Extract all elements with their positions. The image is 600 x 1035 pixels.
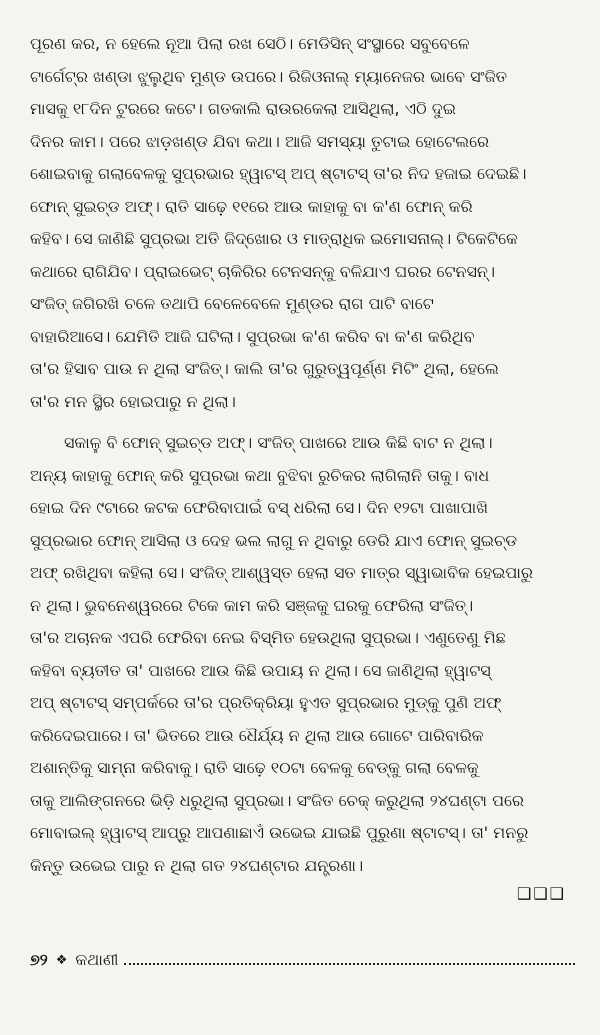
book-title: କଥାଣୀ [75,950,119,969]
text-line: ତା'ର ଅଚାନକ ଏପରି ଫେରିବା ନେଇ ବିସ୍ମିତ ହେଉଥିଲା ସୁପ୍ରଭା। ଏଣୁତେଣୁ ମିଛ [30,628,506,647]
text-line: ଶୋଇବାକୁ ଗଲାବେଳକୁ ସୁପ୍ରଭାର ହ୍ୱାଟସ୍ ଅପ୍ ଷ୍ଟାଟସ୍ ତା'ର ନିଦ ହଜାଇ ଦେଇଛି। [30,164,527,183]
text-line: କରିଦେଇପାରେ। ତା' ଭିତରେ ଆଉ ଧୈର୍ଯ୍ୟ ନ ଥିଲା ଆଉ ଗୋଟେ ପାରିବାରିକ [30,725,484,745]
text-line: ତା'ର ମନ ସ୍ଥିର ହୋଇପାରୁ ନ ଥିଲା। [30,391,236,411]
text-line: ନ ଥିଲା। ଭୁବନେଶ୍ୱରରେ ଟିକେ କାମ କରି ସଞ୍ଜକୁ ଘରକୁ ଫେରିଲା ସଂଜିତ୍। [30,595,474,615]
text-line: କଥାରେ ରାଗିଯିବ। ପ୍ରାଇଭେଟ୍ ଚାକିରିର ଟେନସନ୍‌କୁ ବଳିଯାଏ ଘରର ଟେନସନ୍। [30,261,496,281]
section-end-marks: ❑❑❑ [516,884,566,903]
page-footer [30,948,575,972]
text-line: ଅଫ୍ ରଖିଥିବା କହିଲା ସେ। ସଂଜିତ୍ ଆଶ୍ୱସ୍ତ ହେଲା ସତ ମାତ୍ର ସ୍ୱାଭାବିକ ହେଇପାରୁ [30,563,533,582]
text-line: କହିବା ବ୍ୟତୀତ ତା' ପାଖରେ ଆଉ କିଛି ଉପାୟ ନ ଥିଲା। ସେ ଜାଣିଥିଲା ହ୍ୱାଟସ୍ [30,660,491,680]
text-line: ବାହାରିଆସେ। ଯେମିତି ଆଜି ଘଟିଲା। ସୁପ୍ରଭା କ'ଣ କରିବ ବା କ'ଣ କରିଥିବ [30,326,475,346]
text-line: ଅଶାନ୍ତିକୁ ସାମ୍ନା କରିବାକୁ। ରାତି ସାଢ଼େ ୧୦ଟା ବେଳକୁ ବେଡ୍‌କୁ ଗଲା ବେଳକୁ [30,758,479,777]
text-line: ଟାର୍ଗେଟ୍ର ଖଣ୍ଡା ଝୁଲୁଥିବ ମୁଣ୍ଡ ଉପରେ। ରିଜିଓନାଲ୍ ମ୍ୟାନେଜର ଭାବେ ସଂଜିତ [30,66,507,86]
text-line: କହିବ। ସେ ଜାଣିଛି ସୁପ୍ରଭା ଅତି ଜିଦ୍‌ଖୋର ଓ ମାତ୍ରାଧିକ ଇମୋସନାଲ୍। ଟିକେଟିକେ [30,229,518,248]
paragraph [30,427,575,882]
text-line: ମୋବାଇଲ୍ ହ୍ୱାଟସ୍ ଆପ୍‌ରୁ ଆପଣାଛାଏଁ ଉଭେଇ ଯାଇଛି ପୁରୁଣା ଷ୍ଟାଟସ୍। ତା' ମନରୁ [30,823,529,842]
text-line: ସଂଜିତ୍ ଜଗିରଖି ଚଳେ ତଥାପି ବେଳେବେଳେ ମୁଣ୍ଡର ରାଗ ପାଟି ବାଟେ [30,294,434,313]
page-number: ୭୨ [30,950,48,969]
text-line: ମାସକୁ ୧୮ଦିନ ଟୁରରେ କଟେ। ଗତକାଲି ରାଉରକେଲା ଆସିଥିଲା, ଏଠି ଦୁଇ [30,99,456,118]
story-text [30,28,575,882]
text-line: ତାକୁ ଆଲିଙ୍ଗନରେ ଭିଡ଼ି ଧରୁଥିଲା ସୁପ୍ରଭା। ସଂଜିତ ଚେକ୍ କରୁଥିଲା ୨୪ଘଣ୍ଟା ପରେ [30,790,525,810]
ornament-icon: ❖ [55,952,68,968]
text-line: ସୁପ୍ରଭାର ଫୋନ୍ ଆସିଲା ଓ ଦେହ ଭଲ ଲାଗୁ ନ ଥିବାରୁ ଡେରି ଯାଏ ଫୋନ୍ ସୁଇଚ୍ଡ [30,530,518,550]
paragraph [30,28,575,418]
text-line: ଦିନର କାମ। ପରେ ଝାଡ଼ଖଣ୍ଡ ଯିବା କଥା। ଆଜି ସମସ୍ୟା ତୁଟାଇ ହୋଟେଲରେ [30,131,490,151]
text-line: ସକାଳୁ ବି ଫୋନ୍ ସୁଇଚ୍ଡ ଅଫ୍। ସଂଜିତ୍ ପାଖରେ ଆଉ କିଛି ବାଟ ନ ଥିଲା। [64,433,493,452]
text-line: ତା'ର ହିସାବ ପାଉ ନ ଥିଲା ସଂଜିତ୍। କାଲି ତା'ର ଗୁରୁତ୍ୱପୂର୍ଣ୍ଣ ମିଟିଂ ଥିଲା, ହେଲେ [30,359,499,378]
text-line: ଫୋନ୍ ସୁଇଚ୍ଡ ଅଫ୍। ରାତି ସାଢ଼େ ୧୧ରେ ଆଉ କାହାକୁ ବା କ'ଣ ଫୋନ୍ କରି [30,196,473,216]
text-line: ଅପ୍ ଷ୍ଟାଟସ୍ ସମ୍ପର୍କରେ ତା'ର ପ୍ରତିକ୍ରିୟା ହୁଏତ ସୁପ୍ରଭାର ମୁଡ୍‌କୁ ପୁଣି ଅଫ୍ [30,693,502,712]
text-line: କିନ୍ତୁ ଉଭେଇ ପାରୁ ନ ଥିଲା ଗତ ୨୪ଘଣ୍ଟାର ଯନ୍ତ୍ରଣା। [30,855,364,875]
text-line: ହୋଇ ଦିନ ୯ଟାରେ କଟକ ଫେରିବାପାଇଁ ବସ୍ ଧରିଲା ସେ। ଦିନ ୧୨ଟା ପାଖାପାଖି [30,498,489,517]
dotted-leader [124,963,575,965]
text-line: ପୂରଣ କର, ନ ହେଲେ ନୂଆ ପିଲା ରଖ ସେଠି। ମେଡିସିନ୍ ସଂସ୍ଥାରେ ସବୁବେଳେ [30,34,470,53]
text-line: ଅନ୍ୟ କାହାକୁ ଫୋନ୍ କରି ସୁପ୍ରଭା କଥା ବୁଝିବା ରୁଚିକର ଲାଗିଲାନି ତାକୁ। ବାଧ [30,465,490,485]
